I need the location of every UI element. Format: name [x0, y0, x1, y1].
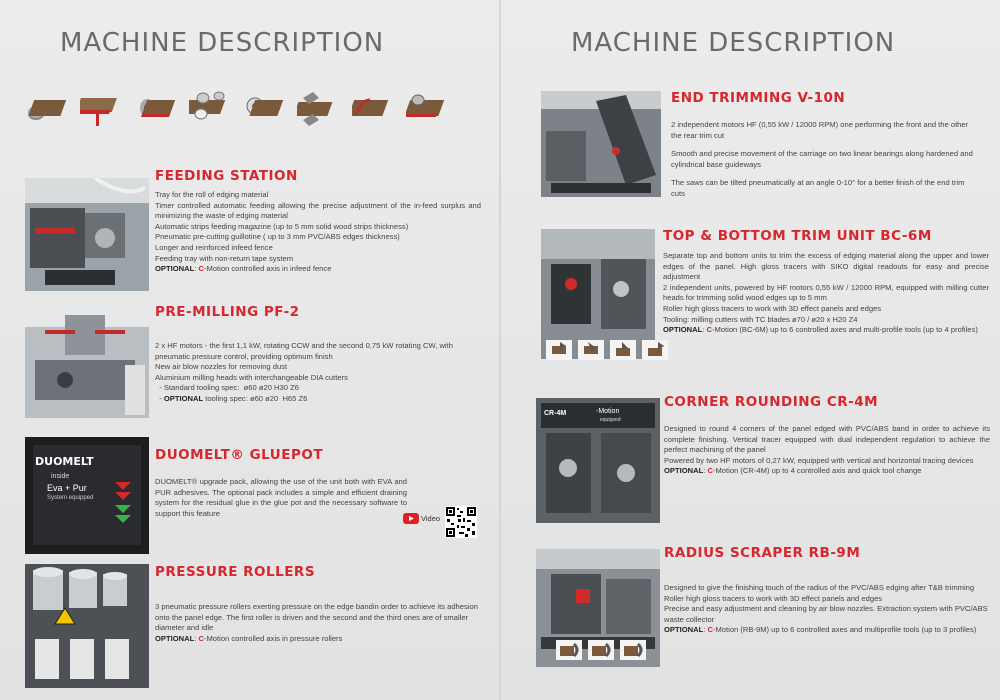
pre-milling-text	[155, 341, 481, 405]
radius-scraper-text	[664, 583, 990, 636]
pressure-rollers-text	[155, 602, 481, 644]
scraper-line: Roller high gloss tracers to work with 3D effect panels and edges	[664, 593, 883, 603]
corner-line: Powered by two HF motors of 0,27 kW, equipped with vertical and horizontal tracing devices	[664, 455, 974, 465]
feeding-line: Timer controlled automatic feeding allowing the precise adjustment of the in-feed surplus and minimizing the waste of edging material	[155, 200, 481, 221]
end-trimming-title: END TRIMMING V-10N	[671, 90, 846, 106]
feeding-line: Automatic strips feeding magazine (up to 5 mm solid wood strips thickness)	[155, 221, 409, 231]
duomelt-photo	[25, 437, 149, 554]
endtrim-paragraph: 2 independent motors HF (0,55 kW / 12000 RPM) one performing the front and the other the rear trim cut	[671, 120, 969, 140]
tool-profile-icon	[642, 340, 668, 360]
duomelt-paragraph: DUOMELT® upgrade pack, allowing the use of the unit both with EVA and PUR adhesives. The optional pack includes a simple and efficient draining system for the residual glue in the glue pot and the necessary software to support this feature	[155, 477, 407, 518]
topbottom-line: Tooling: milling cutters with TC blades ø70 / ø20 x H20 Z4	[663, 314, 858, 324]
scraper-optional: OPTIONAL: C-Motion (RB-9M) up to 6 controlled axes and multiprofile tools (up to 3 profiles)	[664, 625, 977, 635]
step-endtrim-icon	[243, 84, 293, 128]
feeding-station-photo	[25, 178, 149, 291]
right-page	[501, 0, 1000, 700]
pre-milling-title: PRE-MILLING PF-2	[155, 304, 300, 320]
duomelt-photo-line3: System equipped	[47, 495, 94, 501]
end-trimming-text	[671, 120, 977, 200]
pressure-rollers-title: PRESSURE ROLLERS	[155, 564, 316, 580]
youtube-icon	[403, 513, 419, 524]
tool-profile-icon	[588, 640, 614, 660]
topbottom-line: Roller high gloss tracers to work with 3D effect panels and edges	[663, 303, 882, 313]
premilling-line: New air blow nozzles for removing dust	[155, 362, 288, 372]
qr-code-icon[interactable]	[445, 506, 477, 538]
endtrim-paragraph: The saws can be tilted pneumatically at an angle 0-10° for a better finish of the end trim cuts	[671, 178, 965, 198]
premilling-line: 2 x HF motors - the first 1,1 kW, rotating CCW and the second 0,75 kW rotating CW, with pneumatic pressure control, providing optimum finish	[155, 341, 453, 361]
duomelt-photo-line2: Eva + Pur	[47, 483, 87, 493]
video-label: Video	[421, 514, 441, 523]
page-title: MACHINE DESCRIPTION	[60, 28, 385, 58]
pressure-paragraph: 3 pneumatic pressure rollers exerting pressure on the edge bandin order to achieve its adhesion onto the panel edge. The first roller is driven and the second and the third ones are of smaller diameter and idle	[155, 602, 478, 633]
feeding-line: Longer and reinforced infeed fence	[155, 242, 273, 252]
endtrim-paragraph: Smooth and precise movement of the carriage on two linear bearings along hardened and cylindrical base guideways	[671, 149, 973, 169]
step-trim-icon	[297, 84, 347, 128]
pre-milling-photo	[25, 305, 149, 418]
topbottom-line: Separate top and bottom units to trim the excess of edging material along the upper and lower edges of the panel. High gloss tracers with SIKO digital readouts for easy and precise adjustment	[663, 251, 989, 282]
tool-profile-icon	[578, 340, 604, 360]
tool-profile-icon	[556, 640, 582, 660]
premilling-optional: - OPTIONAL tooling spec: ø60 ø20 H65 Z6	[155, 393, 308, 403]
top-bottom-trim-title: TOP & BOTTOM TRIM UNIT BC-6M	[663, 228, 932, 244]
cr-photo-label1: CR-4M	[544, 410, 567, 417]
cr-photo-label3: equipped	[600, 417, 621, 423]
tool-profile-icon	[546, 340, 572, 360]
corner-rounding-photo	[536, 398, 660, 523]
top-bottom-trim-tools	[546, 340, 668, 360]
scraper-line: Precise and easy adjustment and cleaning by air blow nozzles. Extraction system with PVC/ABS waste collector	[664, 604, 988, 624]
radius-scraper-tools	[556, 640, 646, 660]
tool-profile-icon	[610, 340, 636, 360]
page-title: MACHINE DESCRIPTION	[571, 28, 896, 58]
corner-line: Designed to round 4 corners of the panel edged with PVC/ABS band in order to achieve its complete finishing. Vertical tracer equipped with dual independent regulation to achieve the perfect machining of the panel	[664, 424, 990, 455]
step-premilling-icon	[80, 84, 130, 128]
process-steps	[26, 84, 456, 128]
feeding-station-text	[155, 190, 481, 275]
feeding-optional: OPTIONAL: C-Motion controlled axis in infeed fence	[155, 264, 332, 274]
top-bottom-trim-text	[663, 251, 989, 336]
step-pressure-icon	[189, 84, 239, 128]
pressure-rollers-photo	[25, 564, 149, 688]
cr-photo-label2: -Motion	[596, 408, 620, 415]
scraper-line: Designed to give the finishing touch of the radius of the PVC/ABS edging after T&B trimming	[664, 583, 975, 592]
premilling-line: - Standard tooling spec: ø60 ø20 H30 Z6	[155, 383, 299, 393]
duomelt-title: DUOMELT® GLUEPOT	[155, 447, 324, 463]
feeding-line: Pneumatic pre-cutting guillotine ( up to 3 mm PVC/ABS edges thickness)	[155, 232, 400, 242]
radius-scraper-title: RADIUS SCRAPER RB-9M	[664, 545, 861, 561]
pressure-optional: OPTIONAL: C-Motion controlled axis in pressure rollers	[155, 633, 343, 643]
corner-optional: OPTIONAL: C-Motion (CR-4M) up to 4 controlled axis and quick tool change	[664, 466, 922, 476]
step-feeding-icon	[26, 84, 76, 128]
video-link[interactable]	[403, 513, 440, 524]
step-scraper-icon	[406, 84, 456, 128]
corner-rounding-title: CORNER ROUNDING CR-4M	[664, 394, 879, 410]
left-page	[0, 0, 499, 700]
corner-rounding-text	[664, 424, 990, 477]
feeding-line: Tray for the roll of edging material	[155, 190, 269, 199]
tool-profile-icon	[620, 640, 646, 660]
premilling-line: Aluminium milling heads with interchangeable DIA cutters	[155, 372, 348, 382]
feeding-station-title: FEEDING STATION	[155, 168, 298, 184]
duomelt-photo-line1: inside	[51, 473, 70, 480]
topbottom-line: 2 independent units, powered by HF motors 0,55 kW / 12000 RPM, equipped with milling cutter heads for trimming solid wood edges up to 5 mm	[663, 282, 989, 303]
duomelt-photo-brand: DUOMELT	[35, 455, 94, 468]
end-trimming-photo	[541, 91, 661, 197]
topbottom-optional: OPTIONAL: C-Motion (BC-6M) up to 6 controlled axes and multi-profile tools (up to 4 profiles)	[663, 325, 978, 335]
duomelt-text	[155, 477, 407, 519]
step-gluing-icon	[135, 84, 185, 128]
feeding-line: Feeding tray with non-return tape system	[155, 253, 294, 263]
step-corner-icon	[352, 84, 402, 128]
